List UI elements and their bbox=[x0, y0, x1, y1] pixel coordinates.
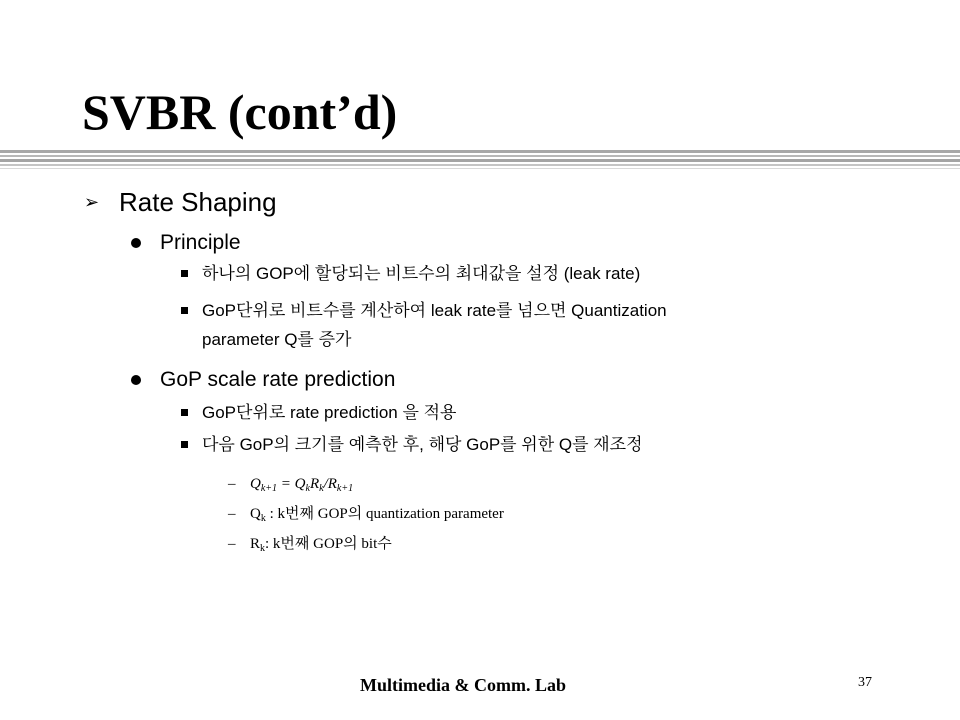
dash-bullet: – bbox=[228, 536, 236, 552]
bullet-dot-icon bbox=[131, 238, 141, 248]
principle-item-1: 하나의 GOP에 할당되는 비트수의 최대값을 설정 (leak rate) bbox=[202, 264, 641, 283]
dash-bullet: – bbox=[228, 506, 236, 522]
bullet-square-icon bbox=[181, 307, 188, 314]
formula-slash: /R bbox=[323, 476, 337, 492]
formula-line bbox=[250, 474, 353, 494]
title-rule bbox=[0, 168, 960, 169]
definition-q-subscript: k bbox=[260, 513, 266, 524]
bullet-square-icon bbox=[181, 270, 188, 277]
bullet-square-icon bbox=[181, 409, 188, 416]
slide-title: SVBR (cont’d) bbox=[82, 84, 398, 140]
definition-r-symbol: R bbox=[250, 536, 261, 552]
formula-r: R bbox=[309, 476, 320, 492]
principle-item-2: GoP단위로 비트수를 계산하여 leak rate를 넘으면 Quantization bbox=[202, 301, 667, 320]
title-rule bbox=[0, 155, 960, 157]
definition-q-symbol: Q bbox=[250, 506, 261, 522]
prediction-item-2: 다음 GoP의 크기를 예측한 후, 해당 GoP를 위한 Q를 재조정 bbox=[202, 435, 643, 454]
formula-q: Q bbox=[250, 476, 261, 492]
bullet-dot-icon bbox=[131, 375, 141, 385]
definition-r-text: : k번째 GOP의 bit수 bbox=[265, 536, 392, 552]
footer-lab-name: Multimedia & Comm. Lab bbox=[360, 675, 566, 695]
title-rule bbox=[0, 159, 960, 162]
definition-q bbox=[250, 504, 504, 524]
dash-bullet: – bbox=[228, 476, 236, 492]
principle-heading: Principle bbox=[160, 231, 241, 254]
definition-r-subscript: k bbox=[260, 543, 266, 554]
title-rule bbox=[0, 150, 960, 153]
formula-qk-subscript: k bbox=[305, 483, 310, 494]
page-number: 37 bbox=[858, 675, 872, 690]
definition-r bbox=[250, 534, 392, 554]
formula-q-subscript: k+1 bbox=[260, 483, 278, 494]
formula-rk1-subscript: k+1 bbox=[336, 483, 354, 494]
formula-equals: = Q bbox=[277, 476, 306, 492]
bullet-square-icon bbox=[181, 441, 188, 448]
title-rule bbox=[0, 164, 960, 166]
prediction-heading: GoP scale rate prediction bbox=[160, 368, 396, 391]
formula-rk-subscript: k bbox=[319, 483, 324, 494]
definition-q-text: : k번째 GOP의 quantization parameter bbox=[265, 506, 504, 522]
principle-item-2-continued: parameter Q를 증가 bbox=[202, 330, 352, 349]
prediction-item-1: GoP단위로 rate prediction 을 적용 bbox=[202, 403, 457, 422]
arrow-right-icon: ➢ bbox=[84, 192, 100, 212]
section-heading-rate-shaping: Rate Shaping bbox=[119, 187, 277, 217]
